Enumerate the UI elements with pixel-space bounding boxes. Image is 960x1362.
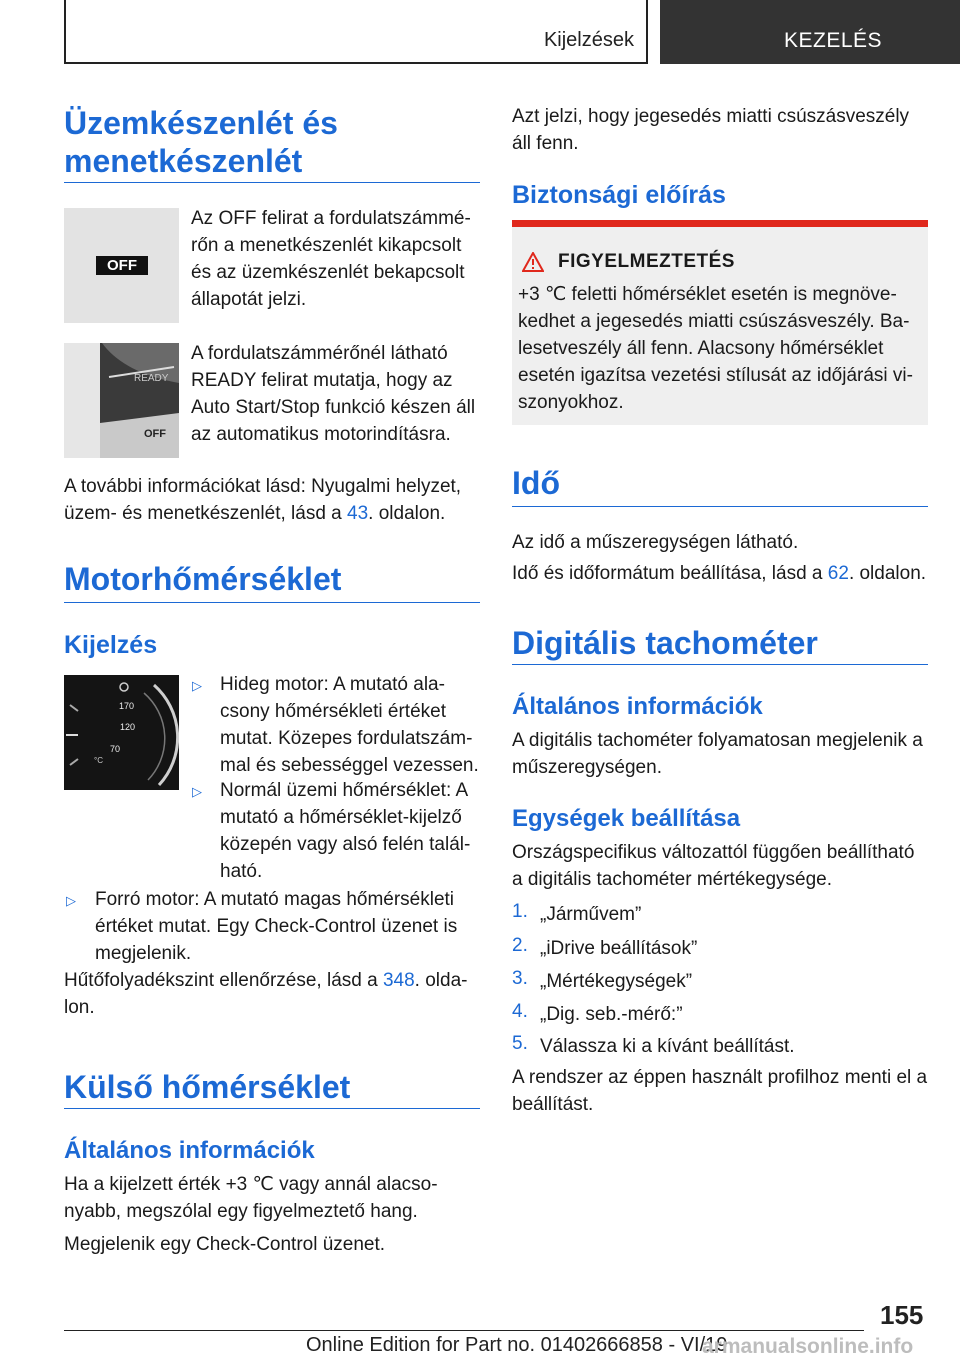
section-divider [64,182,480,183]
steps-list [512,901,932,1061]
tacho-general-text [512,727,932,781]
tacho-profile-text [512,1064,932,1118]
subsection-general-title: Általános információk [64,1137,315,1164]
step-text: „Mértékegységek” [540,971,693,992]
subsection-units-title: Egységek beállítása [512,805,741,832]
footer-divider [64,1330,864,1331]
step-text: „Járművem” [540,904,642,925]
text-line: a digitális tachométer mértékegysége. [512,869,832,890]
page-link-43[interactable]: 43 [347,503,369,524]
section-divider [512,506,928,507]
text-line: Idő és időformátum beállítása, lásd a 62. oldalon. [512,563,927,584]
warning-line: kedhet a jegesedés miatti csúszásveszély. Ba- [518,311,910,332]
section-standby [64,104,480,180]
warning-text [518,281,922,416]
footer-edition: Online Edition for Part no. 01402666858 - VI/19 [306,1334,728,1356]
bullet-line: mutat. Közepes fordulatszám- [220,728,473,749]
page-link-348[interactable]: 348 [382,970,415,991]
gauge-label-70: 70 [110,744,121,754]
bullet-line: megjelenik. [95,943,192,964]
step-number: 1. [512,901,528,922]
step-number: 3. [512,968,528,989]
bullet-cold-engine [220,671,482,779]
bullet-line: Forró motor: A mutató magas hőmérsékleti [95,889,455,910]
tachometer-graphic [64,343,179,458]
desc-line: Az OFF felirat a fordulatszámmé- [191,208,471,229]
off-small-label: OFF [144,428,166,440]
subsection-display-title: Kijelzés [64,631,158,659]
warning-line: szonyokhoz. [518,392,624,413]
subsection-general-title: Általános információk [512,693,763,720]
section-standby-title-line2: menetkészenlét [64,143,303,179]
section-standby-title-line1: Üzemkészenlét és [64,105,338,141]
bullet-marker: ▷ [192,784,202,799]
text-line: műszeregységen. [512,757,662,778]
bullet-line: mal és sebességgel vezessen. [220,755,479,776]
step-text: „Dig. seb.-mérő:” [540,1004,683,1025]
outside-temp-text [64,1171,480,1258]
text-line: nyabb, megszólal egy figyelmeztető hang. [64,1201,418,1222]
section-digital-tacho-title: Digitális tachométer [512,625,818,661]
safety-title: Biztonsági előírás [512,181,726,209]
desc-line: READY felirat mutatja, hogy az [191,370,453,391]
bullet-line: közepén vagy alsó felén talál- [220,834,471,855]
header-section-box [64,0,648,64]
step-text: „iDrive beállítások” [540,938,698,959]
desc-line: Auto Start/Stop funkció készen áll [191,397,476,418]
header-chapter-title: KEZELÉS [784,29,883,52]
desc-line: rőn a menetkészenlét kikapcsolt [191,235,462,256]
coolant-line: lon. [64,997,95,1018]
bullet-line: csony hőmérsékleti értéket [220,701,446,722]
header-section-title: Kijelzések [543,29,634,51]
tacho-units-text [512,839,932,893]
section-time-title: Idő [512,465,560,501]
warning-title: FIGYELMEZTETÉS [558,251,735,272]
text-line: A digitális tachométer folyamatosan megjelenik a [512,730,923,751]
section-engine-temp-title: Motorhőmérséklet [64,561,342,597]
text-line: A rendszer az éppen használt profilhoz menti el a [512,1067,928,1088]
gauge-label-120: 120 [120,722,136,732]
temperature-gauge-image [64,675,179,790]
step-number: 2. [512,935,528,956]
more-info-line: A további információkat lásd: Nyugalmi helyzet, [64,476,462,497]
more-info [64,473,480,527]
desc-line: és az üzemkészenlét bekapcsolt [191,262,465,283]
text-line: Azt jelzi, hogy jegesedés miatti csúszásveszély [512,106,910,127]
ice-warning-intro [512,103,928,157]
warning-box [512,220,928,425]
section-divider [512,664,928,665]
step-text: Válassza ki a kívánt beállítást. [540,1036,795,1057]
text-line: beállítást. [512,1094,594,1115]
text-line: áll fenn. [512,133,579,154]
bullet-line: mutató a hőmérséklet-kijelző [220,807,462,828]
section-divider [64,1108,480,1109]
gauge-label-unit: °C [94,756,103,765]
header-chapter-tab [660,0,960,64]
off-description [191,205,481,313]
page-link-62[interactable]: 62 [827,563,849,584]
desc-line: állapotát jelzi. [191,289,307,310]
warning-line: esetén igazítsa vezetési stílusát az időjárási vi- [518,365,913,386]
ready-label: READY [134,373,169,384]
ready-indicator-image [64,343,179,458]
step-number: 5. [512,1033,528,1054]
text-line: Az idő a műszeregységen látható. [512,532,799,553]
more-info-line: üzem- és menetkészenlét, lásd a 43. oldalon. [64,503,446,524]
text-line: Ha a kijelzett érték +3 ℃ vagy annál alacso- [64,1174,438,1195]
desc-line: A fordulatszámmérőnél látható [191,343,448,364]
off-indicator-image [64,208,179,323]
warning-line: +3 ℃ feletti hőmérséklet esetén is megnöve- [518,284,897,305]
bullet-normal-temp [220,777,482,885]
bullet-line: értéket mutat. Egy Check-Control üzenet is [95,916,458,937]
warning-line: lesetveszély áll fenn. Alacsony hőmérséklet [518,338,884,359]
section-divider [64,602,480,603]
page-number: 155 [880,1300,924,1330]
section-outside-temp-title: Külső hőmérséklet [64,1069,351,1105]
time-text [512,529,928,587]
gauge-label-170: 170 [119,701,135,711]
bullet-marker: ▷ [192,678,202,693]
coolant-line: Hűtőfolyadékszint ellenőrzése, lásd a 348. olda- [64,970,468,991]
step-number: 4. [512,1001,528,1022]
bullet-line: Hideg motor: A mutató ala- [220,674,445,695]
text-line: Országspecifikus változattól függően beállítható [512,842,915,863]
warning-triangle-icon [522,252,544,272]
coolant-info [64,967,480,1021]
bullet-hot-engine [95,886,485,967]
bullet-marker: ▷ [66,893,76,908]
gauge-graphic [64,675,179,790]
desc-line: az automatikus motorindításra. [191,424,451,445]
bullet-line: Normál üzemi hőmérséklet: A [220,780,469,801]
text-line: Megjelenik egy Check-Control üzenet. [64,1234,386,1255]
footer-watermark: armanualsonline.info [702,1335,914,1358]
ready-description [191,340,481,448]
bullet-line: ható. [220,861,263,882]
off-label: OFF [96,256,148,275]
